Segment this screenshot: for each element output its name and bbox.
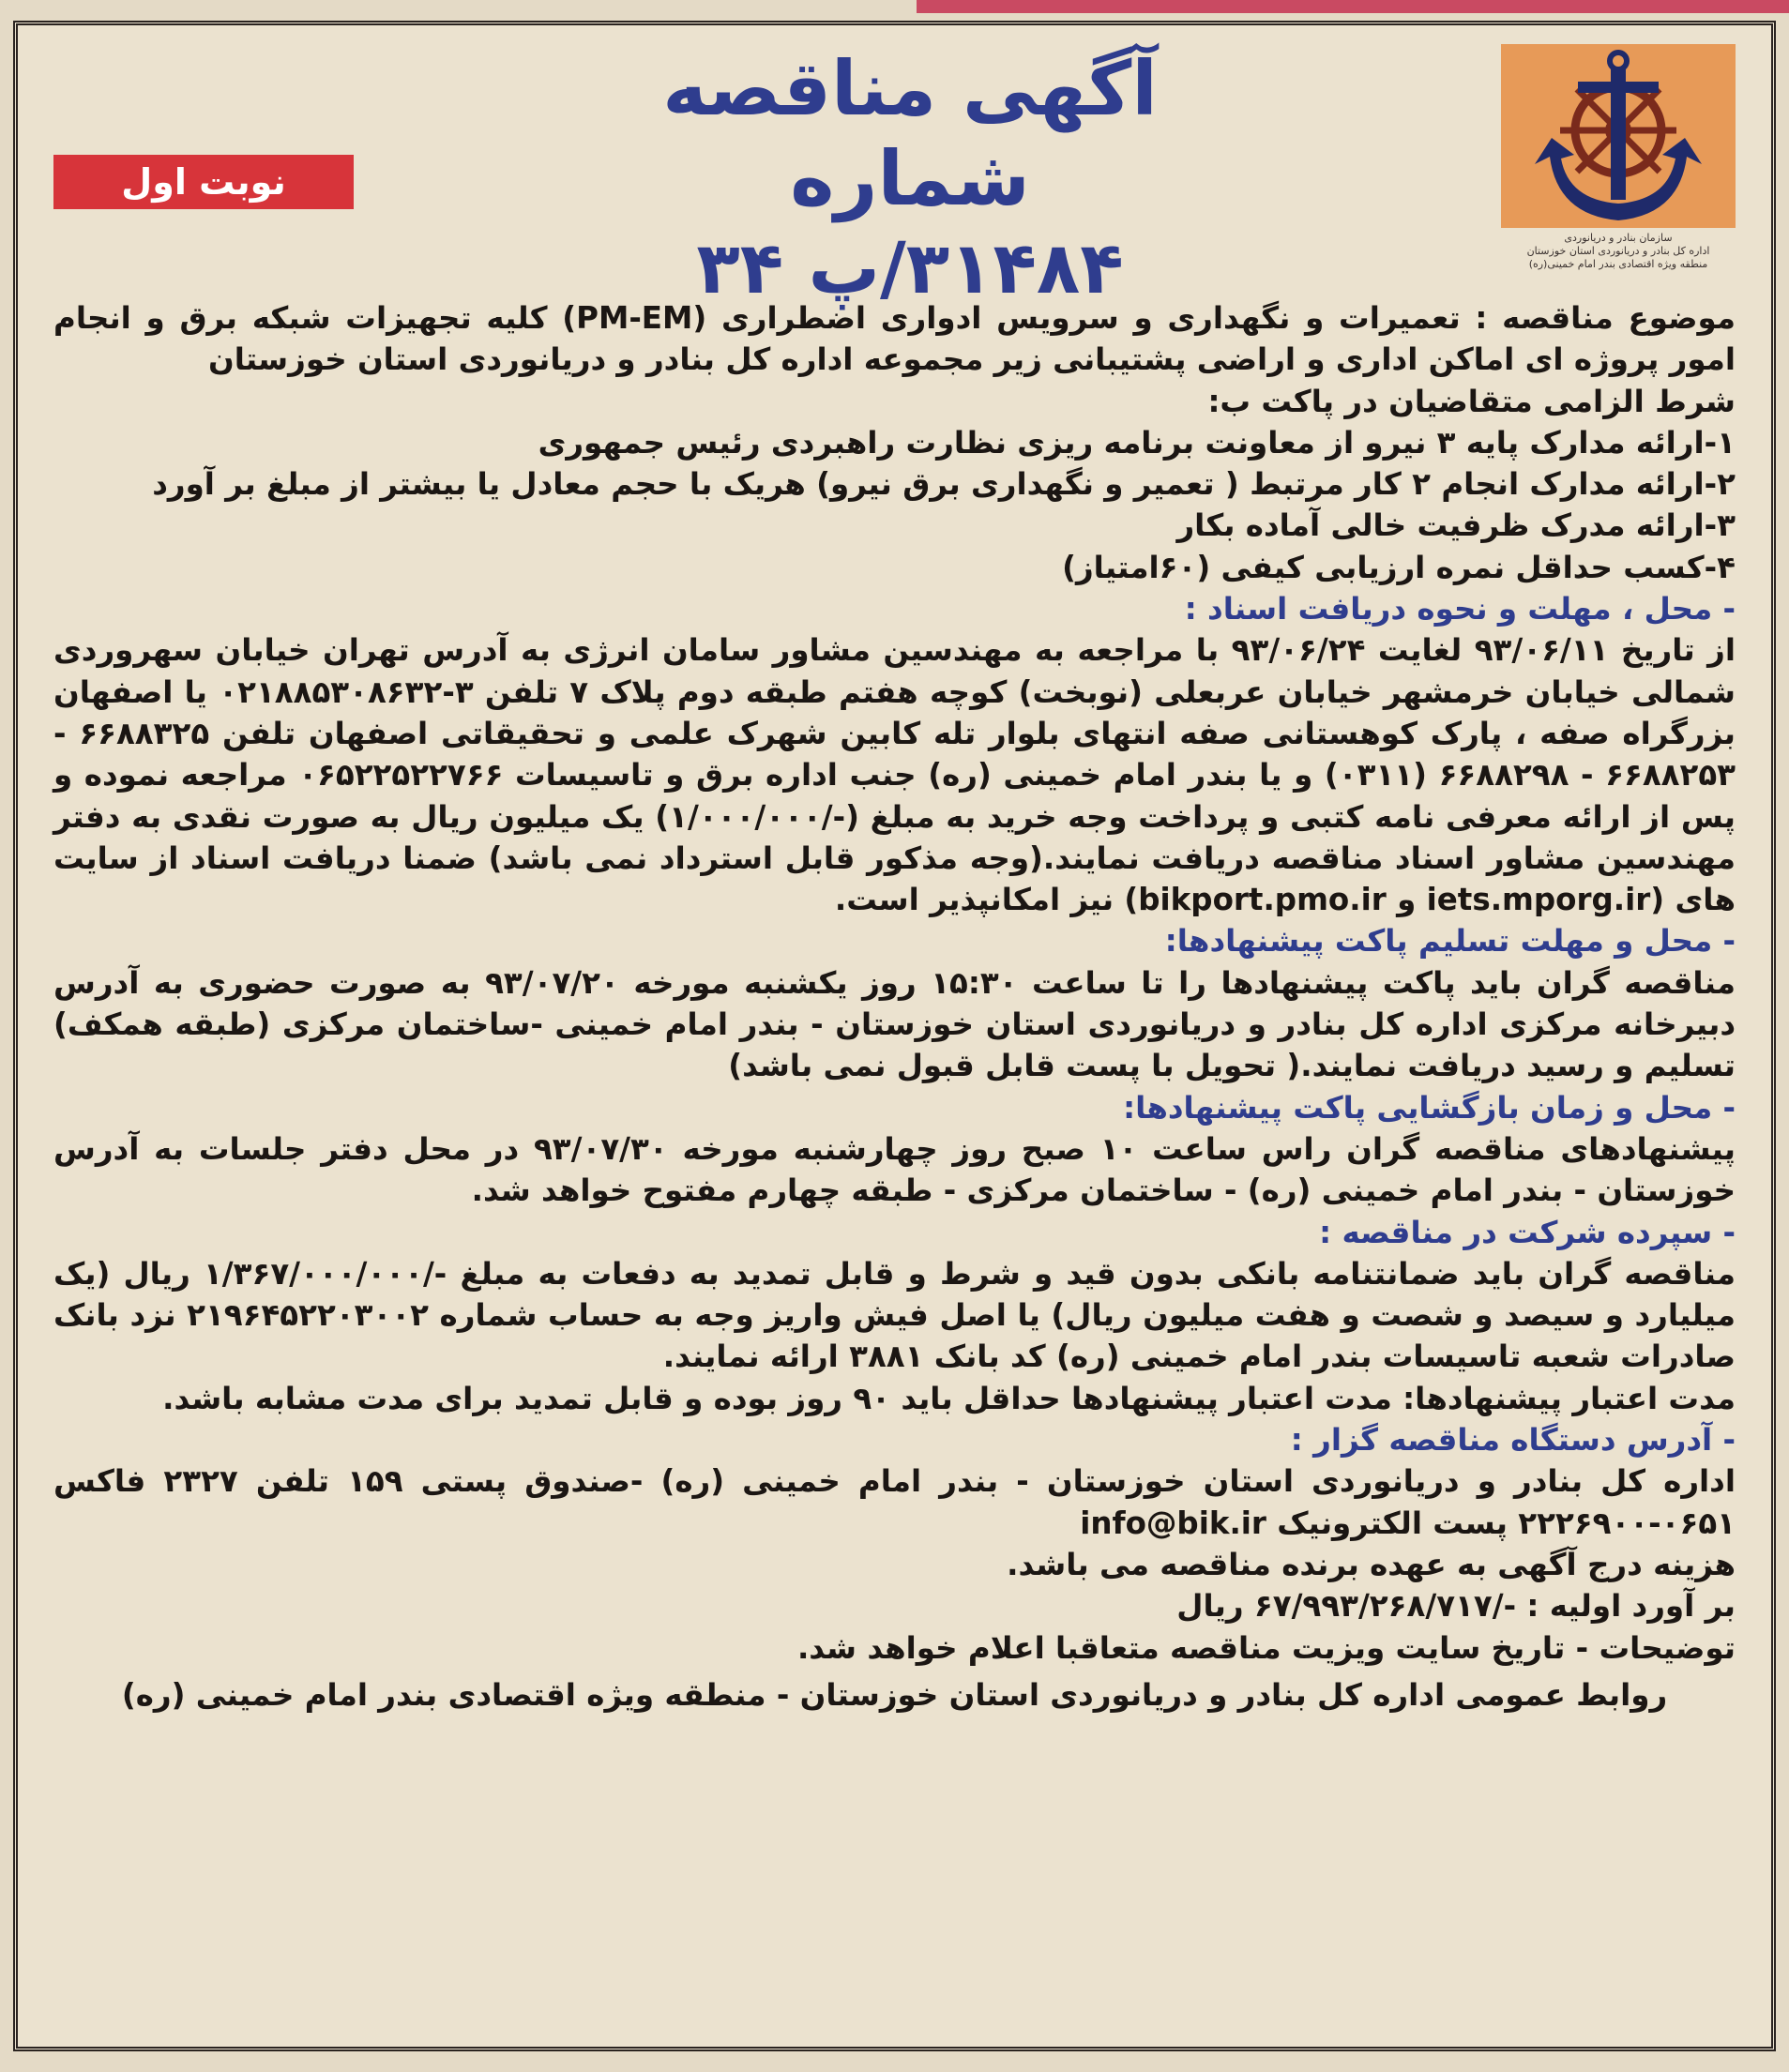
logo-caption-line: سازمان بنادر و دریانوردی xyxy=(1564,232,1673,244)
round-badge: نوبت اول xyxy=(53,155,354,209)
requirement-item: ۱-ارائه مدارک پایه ۳ نیرو از معاونت برنامه ریزی نظارت راهبردی رئیس جمهوری xyxy=(538,424,1736,461)
opening-heading: - محل و زمان بازگشایی پاکت پیشنهادها: xyxy=(1123,1089,1736,1126)
signature: روابط عمومی اداره کل بنادر و دریانوردی استان خوزستان - منطقه ویژه اقتصادی بندر امام خمینی (ره) xyxy=(121,1676,1668,1713)
documents-heading: - محل ، مهلت و نحوه دریافت اسناد : xyxy=(1184,591,1736,628)
deposit-text: مناقصه گران باید ضمانتنامه بانکی بدون قید و شرط و قابل تمدید به دفعات به مبلغ -/۱/۳۶۷/۰۰۰/۰۰۰ ریال (یک میلیارد و سیصد و شصت و هفت میلیون ریال) یا اصل فیش واریز وجه به حساب شماره ۲۱۹۶۴۵۲۲۰۳۰۰۲ نزد بانک صادرات شعبه تاسیسات بندر امام خمینی (ره) کد بانک ۳۸۸۱ ارائه نمایند. xyxy=(53,1255,1736,1375)
advert-title xyxy=(610,44,1210,312)
address-text: اداره کل بنادر و دریانوردی استان خوزستان - بندر امام خمینی (ره) -صندوق پستی ۱۵۹ تلفن ۲۳۲۷ فاکس ۰۶۵۱-۲۲۲۶۹۰۰ پست الکترونیک info@bik.ir xyxy=(53,1463,1736,1541)
validity-text: مدت اعتبار پیشنهادها: مدت اعتبار پیشنهادها حداقل باید ۹۰ روز بوده و قابل تمدید برای مدت مشابه باشد. xyxy=(162,1380,1736,1416)
submission-heading: - محل و مهلت تسلیم پاکت پیشنهادها: xyxy=(1164,923,1736,960)
logo-caption xyxy=(1501,232,1736,271)
opening-text: پیشنهادهای مناقصه گران راس ساعت ۱۰ صبح روز چهارشنبه مورخه ۹۳/۰۷/۳۰ در محل دفتر جلسات به آدرس خوزستان - بندر امام خمینی (ره) - ساختمان مرکزی - طبقه چهارم مفتوح خواهد شد. xyxy=(53,1130,1736,1209)
tender-subject: موضوع مناقصه : تعمیرات و نگهداری و سرویس ادواری اضطراری (PM-EM) کلیه تجهیزات شبکه برق و انجام امور پروژه ای اماکن اداری و اراضی پشتیبانی زیر مجموعه اداره کل بنادر و دریانوردی استان خوزستان xyxy=(53,300,1736,378)
notes-text: توضیحات - تاریخ سایت ویزیت مناقصه متعاقبا اعلام خواهد شد. xyxy=(796,1629,1736,1666)
organization-logo xyxy=(1501,44,1736,283)
top-color-strip xyxy=(917,0,1789,13)
advert-header xyxy=(53,44,1736,310)
requirements-title: شرط الزامی متقاضیان در پاکت ب: xyxy=(1207,383,1736,419)
requirement-item: ۳-ارائه مدرک ظرفیت خالی آماده بکار xyxy=(1176,507,1736,544)
logo-caption-line: منطقه ویژه اقتصادی بندر امام خمینی(ره) xyxy=(1528,258,1708,270)
tender-number: ۳۱۴۸۴/پ ۳۴ xyxy=(696,226,1124,310)
estimate-text: بر آورد اولیه : -/۶۷/۹۹۳/۲۶۸/۷۱۷ ریال xyxy=(1176,1588,1736,1625)
requirement-item: ۴-کسب حداقل نمره ارزیابی کیفی (۶۰امتیاز) xyxy=(1062,549,1736,585)
advert-frame xyxy=(13,21,1776,2051)
documents-text: از تاریخ ۹۳/۰۶/۱۱ لغایت ۹۳/۰۶/۲۴ با مراجعه به مهندسین مشاور سامان انرژی به آدرس تهران خیابان سهروردی شمالی خیابان خرمشهر خیابان عربعلی (نوبخت) کوچه هفتم طبقه دوم پلاک ۷ تلفن ۳-۰۲۱۸۸۵۳۰۸۶۳۲ یا اصفهان بزرگراه صفه ، پارک کوهستانی صفه انتهای بلوار تله کابین شهرک علمی و تحقیقاتی اصفهان تلفن ۶۶۸۸۳۲۵ - ۶۶۸۸۲۵۳ - ۶۶۸۸۲۹۸ (۰۳۱۱) و یا بندر امام خمینی (ره) جنب اداره برق و تاسیسات ۰۶۵۲۲۵۲۲۷۶۶ مراجعه نموده و پس از ارائه معرفی نامه کتبی و پرداخت وجه خرید به مبلغ (-/۱/۰۰۰/۰۰۰) یک میلیون ریال به صورت نقدی به دفتر مهندسین مشاور اسناد مناقصه دریافت نمایند.(وجه مذکور قابل استرداد نمی باشد) ضمنا دریافت اسناد از سایت های (iets.mporg.ir و bikport.pmo.ir) نیز امکانپذیر است. xyxy=(53,632,1736,918)
cost-text: هزینه درج آگهی به عهده برنده مناقصه می باشد. xyxy=(1007,1546,1736,1582)
anchor-wheel-logo-icon xyxy=(1501,44,1736,228)
address-heading: - آدرس دستگاه مناقصه گزار : xyxy=(1290,1422,1736,1459)
logo-caption-line: اداره کل بنادر و دریانوردی استان خوزستان xyxy=(1526,245,1710,257)
deposit-heading: - سپرده شرکت در مناقصه : xyxy=(1319,1214,1736,1250)
advert-body xyxy=(53,297,1736,1716)
requirement-item: ۲-ارائه مدارک انجام ۲ کار مرتبط ( تعمیر و نگهداری برق نیرو) هریک با حجم معادل یا بیشتر از مبلغ بر آورد xyxy=(152,466,1736,503)
logo-image xyxy=(1501,44,1736,228)
title-line-1: آگهی مناقصه شماره xyxy=(662,45,1158,222)
submission-text: مناقصه گران باید پاکت پیشنهادها را تا ساعت ۱۵:۳۰ روز یکشنبه مورخه ۹۳/۰۷/۲۰ به صورت حضوری به آدرس دبیرخانه مرکزی اداره کل بنادر و دریانوردی استان خوزستان - بندر امام خمینی -ساختمان مرکزی (طبقه همکف) تسلیم و رسید دریافت نمایند.( تحویل با پست قابل قبول نمی باشد) xyxy=(53,964,1736,1084)
